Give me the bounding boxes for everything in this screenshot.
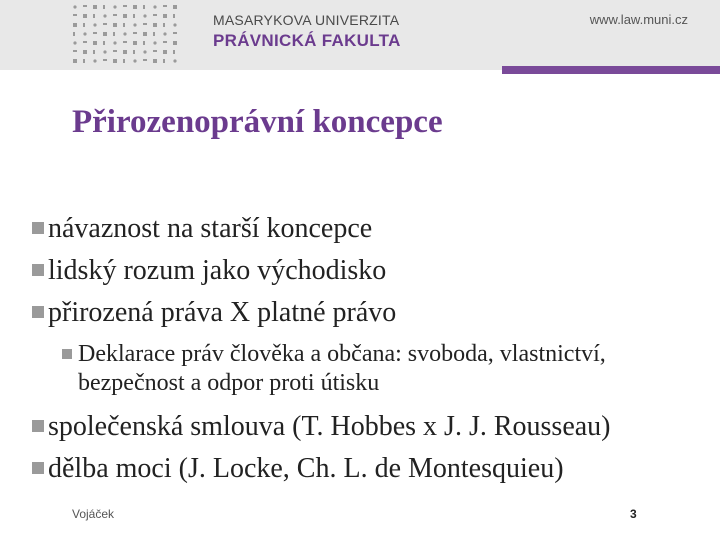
- logo-pattern-mark: [163, 50, 167, 54]
- logo-pattern-mark: [133, 5, 137, 9]
- logo-pattern-mark: [163, 32, 166, 35]
- logo-pattern-mark: [143, 59, 147, 61]
- logo-pattern-mark: [133, 41, 137, 45]
- logo-pattern-mark: [153, 50, 157, 52]
- bullet-text: dělba moci (J. Locke, Ch. L. de Montesquieu): [48, 453, 564, 484]
- logo-pattern-mark: [143, 14, 146, 17]
- bullet-item: [32, 208, 702, 250]
- logo-pattern-mark: [93, 5, 97, 9]
- header-accent-bar: [502, 66, 720, 74]
- slide-header: [0, 0, 720, 70]
- logo-pattern-mark: [143, 5, 145, 9]
- square-bullet-icon: [32, 462, 44, 474]
- sub-bullet-text: Deklarace práv člověka a občana: svoboda, vlastnictví, bezpečnost a odpor proti útisku: [78, 341, 606, 396]
- logo-pattern-mark: [123, 59, 125, 63]
- bullet-text: návaznost na starší koncepce: [48, 213, 373, 244]
- logo-pattern-mark: [93, 59, 96, 62]
- logo-pattern-mark: [143, 32, 147, 36]
- logo-pattern-mark: [133, 23, 136, 26]
- logo-pattern-mark: [133, 32, 137, 34]
- logo-pattern-mark: [83, 50, 87, 54]
- university-logo-pattern: [70, 2, 182, 68]
- logo-pattern-mark: [153, 41, 156, 44]
- slide-title: Přirozenoprávní koncepce: [72, 104, 443, 140]
- university-name: MASARYKOVA UNIVERZITA: [213, 12, 400, 28]
- logo-pattern-mark: [173, 59, 176, 62]
- logo-pattern-mark: [163, 41, 167, 43]
- bullet-item: [32, 406, 702, 448]
- logo-pattern-mark: [173, 14, 175, 18]
- logo-pattern-mark: [73, 14, 77, 16]
- square-bullet-icon: [32, 264, 44, 276]
- logo-pattern-mark: [153, 32, 155, 36]
- logo-pattern-mark: [93, 23, 96, 26]
- logo-pattern-mark: [123, 50, 127, 54]
- logo-pattern-mark: [123, 23, 125, 27]
- logo-pattern-mark: [113, 23, 117, 27]
- logo-pattern-mark: [153, 59, 157, 63]
- logo-pattern-mark: [123, 41, 127, 43]
- logo-pattern-mark: [163, 14, 167, 18]
- logo-pattern-mark: [113, 14, 117, 16]
- logo-pattern-mark: [103, 32, 107, 36]
- logo-pattern-mark: [83, 59, 85, 63]
- footer-author: Vojáček: [72, 507, 115, 521]
- logo-pattern-mark: [83, 41, 87, 43]
- logo-pattern-mark: [103, 23, 107, 25]
- logo-pattern-mark: [113, 59, 117, 63]
- logo-pattern-mark: [153, 14, 157, 16]
- logo-pattern-mark: [133, 14, 135, 18]
- square-bullet-icon: [62, 349, 72, 359]
- logo-pattern-mark: [133, 50, 135, 54]
- bullet-text: lidský rozum jako východisko: [48, 255, 387, 286]
- logo-pattern-mark: [93, 14, 95, 18]
- bullet-text: přirozená práva X platné právo: [48, 297, 397, 328]
- logo-pattern-mark: [173, 5, 177, 9]
- logo-pattern-mark: [103, 59, 107, 61]
- logo-pattern-mark: [153, 23, 157, 27]
- logo-pattern-mark: [173, 23, 176, 26]
- bullet-list: [32, 208, 702, 490]
- logo-pattern-mark: [83, 32, 86, 35]
- logo-pattern-mark: [113, 32, 115, 36]
- logo-pattern-mark: [103, 50, 106, 53]
- logo-pattern-mark: [163, 23, 165, 27]
- logo-pattern-mark: [153, 5, 156, 8]
- logo-pattern-mark: [93, 32, 97, 34]
- bullet-item: [32, 250, 702, 292]
- logo-pattern-mark: [143, 50, 146, 53]
- logo-pattern-mark: [113, 41, 116, 44]
- logo-pattern-mark: [123, 32, 126, 35]
- logo-pattern-mark: [173, 50, 175, 54]
- logo-pattern-mark: [123, 5, 127, 7]
- logo-pattern-mark: [73, 23, 77, 27]
- bullet-item: [32, 448, 702, 490]
- bullet-text: společenská smlouva (T. Hobbes x J. J. Rousseau): [48, 411, 611, 442]
- logo-pattern-mark: [143, 41, 145, 45]
- page-number: 3: [630, 507, 637, 521]
- logo-pattern-mark: [73, 59, 77, 63]
- logo-pattern-mark: [143, 23, 147, 25]
- logo-pattern-mark: [133, 59, 136, 62]
- website-url: www.law.muni.cz: [589, 12, 688, 27]
- bullet-item: [32, 292, 702, 334]
- logo-pattern-mark: [173, 32, 177, 34]
- logo-pattern-mark: [163, 5, 167, 7]
- square-bullet-icon: [32, 222, 44, 234]
- square-bullet-icon: [32, 420, 44, 432]
- logo-pattern-mark: [73, 50, 77, 52]
- logo-pattern-mark: [163, 59, 165, 63]
- square-bullet-icon: [32, 306, 44, 318]
- logo-pattern-mark: [123, 14, 127, 18]
- logo-pattern-mark: [73, 5, 76, 8]
- logo-pattern-mark: [73, 41, 76, 44]
- logo-pattern-mark: [113, 50, 117, 52]
- logo-pattern-mark: [103, 14, 106, 17]
- logo-pattern-mark: [173, 41, 177, 45]
- logo-pattern-mark: [83, 23, 85, 27]
- faculty-name: PRÁVNICKÁ FAKULTA: [213, 31, 401, 50]
- logo-pattern-mark: [83, 5, 87, 7]
- logo-pattern-mark: [113, 5, 116, 8]
- logo-pattern-mark: [103, 5, 105, 9]
- logo-pattern-mark: [83, 14, 87, 18]
- logo-pattern-mark: [73, 32, 75, 36]
- sub-bullet-item: [32, 340, 702, 398]
- logo-pattern-mark: [93, 50, 95, 54]
- logo-pattern-mark: [103, 41, 105, 45]
- logo-pattern-mark: [93, 41, 97, 45]
